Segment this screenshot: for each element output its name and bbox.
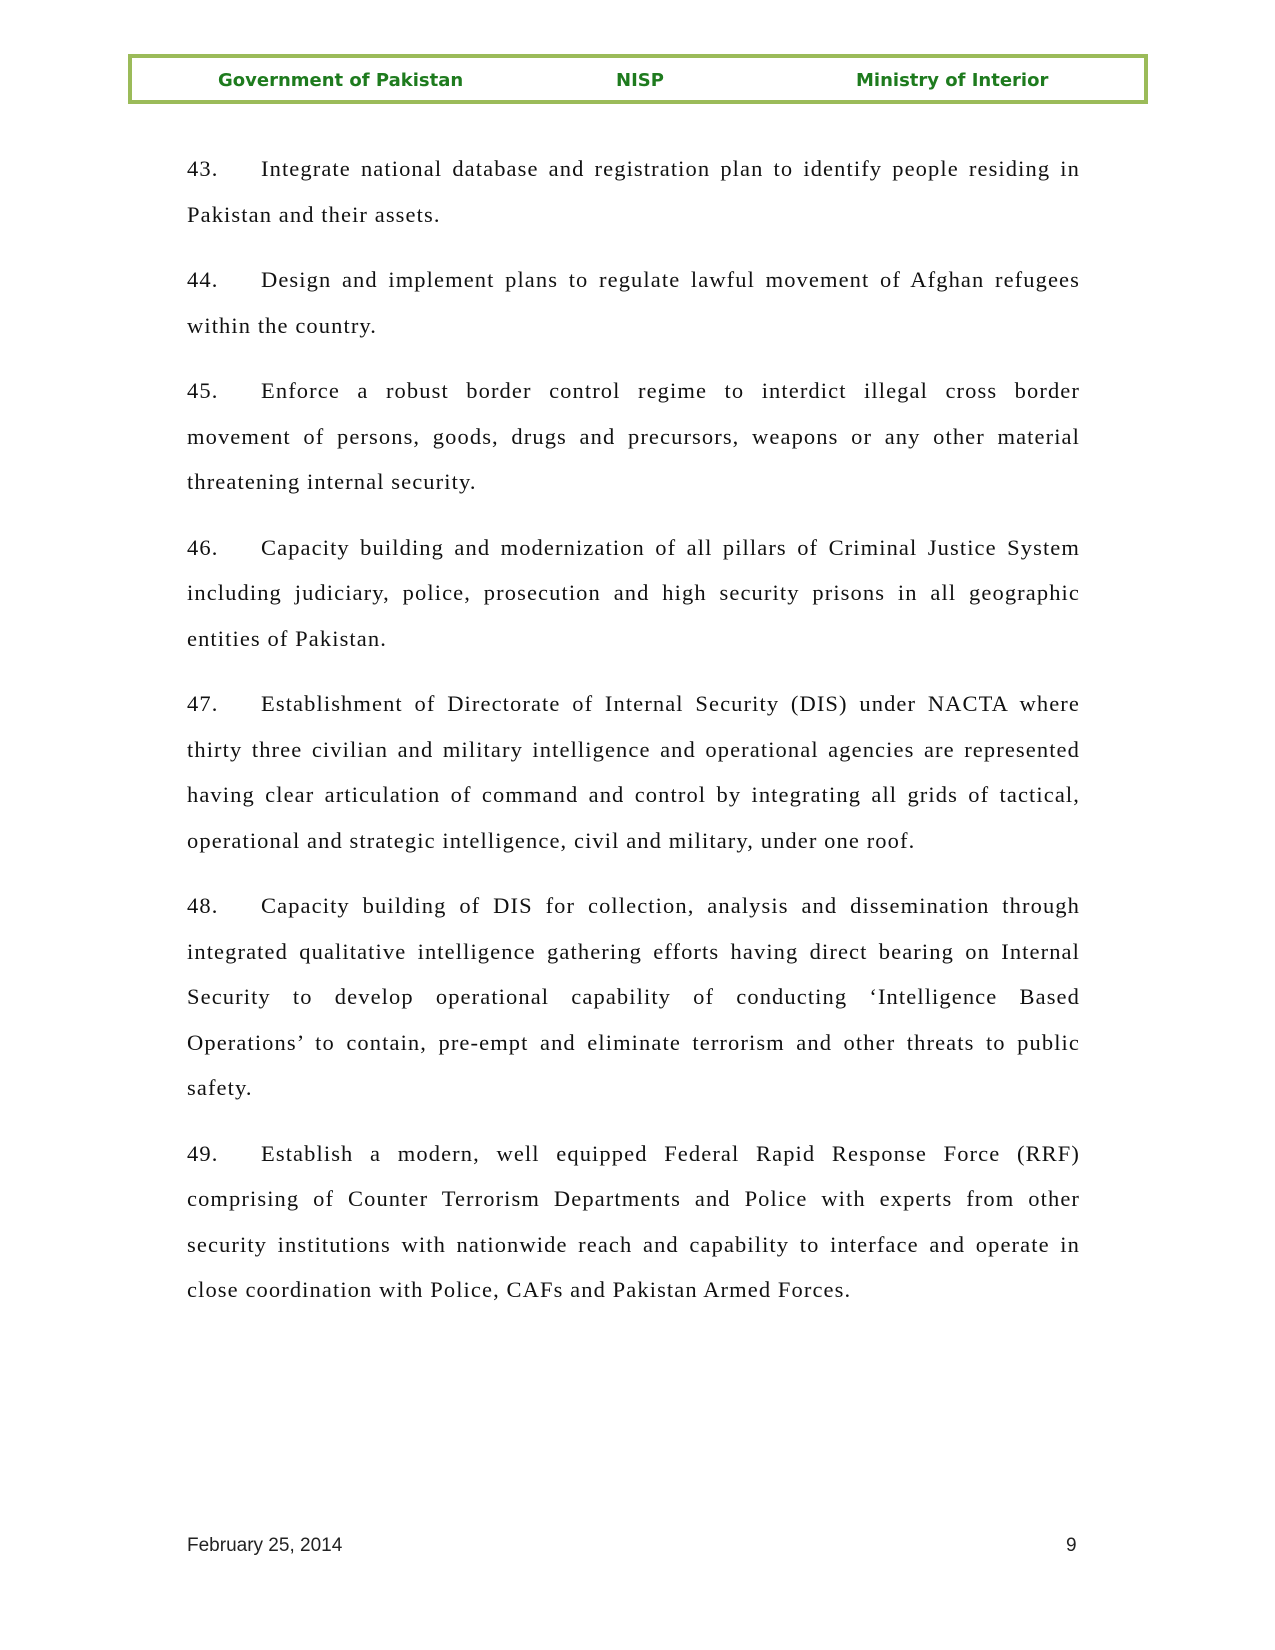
paragraph-46 [187,525,1080,662]
paragraph-45 [187,368,1080,505]
paragraph-text: Establish a modern, well equipped Federal Rapid Response Force (RRF) comprising of Counter Terrorism Departments and Police with experts from other security institutions with nationwide reach and capability to interface and operate in close coordination with Police, CAFs and Pakistan Armed Forces. [187,1140,1080,1302]
paragraph-text: Establishment of Directorate of Internal Security (DIS) under NACTA where thirty three civilian and military intelligence and operational agencies are represented having clear articulation of command and control by integrating all grids of tactical, operational and strategic intelligence, civil and military, under one roof. [187,691,1080,853]
footer-page-number: 9 [1066,1535,1077,1556]
paragraph-number: 49. [187,1140,219,1166]
header-ministry: Ministry of Interior [856,70,1049,91]
document-body [187,146,1080,1333]
paragraph-number: 44. [187,267,219,292]
page-header [128,54,1148,104]
paragraph-48 [187,883,1080,1111]
paragraph-number: 47. [187,691,219,716]
paragraph-text: Enforce a robust border control regime to interdict illegal cross border movement of persons, goods, drugs and precursors, weapons or any other material threatening internal security. [187,378,1080,494]
paragraph-number: 43. [187,156,219,181]
paragraph-text: Capacity building of DIS for collection, analysis and dissemination through integrated qualitative intelligence gathering efforts having direct bearing on Internal Security to develop operational capability of conducting ‘Intelligence Based Operations’ to contain, pre-empt and eliminate terrorism and other threats to public safety. [187,893,1080,1100]
paragraph-number: 45. [187,378,219,403]
paragraph-43 [187,146,1080,237]
paragraph-49 [187,1131,1080,1313]
paragraph-text: Integrate national database and registration plan to identify people residing in Pakistan and their assets. [187,156,1080,227]
paragraph-number: 48. [187,893,219,918]
footer-date: February 25, 2014 [187,1535,343,1556]
header-document-code: NISP [616,70,664,91]
paragraph-text: Design and implement plans to regulate lawful movement of Afghan refugees within the country. [187,267,1080,338]
paragraph-44 [187,257,1080,348]
paragraph-number: 46. [187,534,219,560]
header-government: Government of Pakistan [218,70,464,91]
paragraph-text: Capacity building and modernization of all pillars of Criminal Justice System including judiciary, police, prosecution and high security prisons in all geographic entities of Pakistan. [187,534,1080,651]
paragraph-47 [187,681,1080,863]
